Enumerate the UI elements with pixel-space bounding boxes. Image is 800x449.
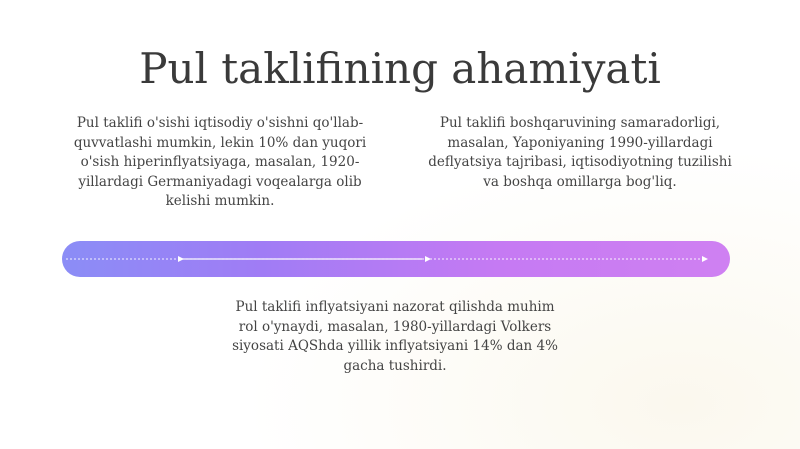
arrow-head-3-icon xyxy=(702,256,708,262)
slide-title: Pul taklifining ahamiyati xyxy=(139,44,661,94)
point-right-text: Pul taklifi boshqaruvining samaradorligi, masalan, Yaponiyaning 1990-yillardagi deflyatsiya tajribasi, iqtisodiyotning tuzilishi va boshqa omillarga bog'liq. xyxy=(428,115,732,190)
timeline-bar xyxy=(62,241,730,277)
arrow-head-1-icon xyxy=(178,256,184,262)
arrow-head-2-icon xyxy=(425,256,431,262)
point-left-text: Pul taklifi o'sishi iqtisodiy o'sishni qo'llab-quvvatlashi mumkin, lekin 10% dan yuqori o'sish hiperinflyatsiyaga, masalan, 1920-yillardagi Germaniyadagi voqealarga olib kelishi mumkin. xyxy=(73,115,367,209)
timeline-arrows xyxy=(62,241,730,277)
point-bottom-text: Pul taklifi inflyatsiyani nazorat qilishda muhim rol o'ynaydi, masalan, 1980-yillardagi Volkers siyosati AQShda yillik inflyatsiyani 14% dan 4% gacha tushirdi. xyxy=(232,299,558,374)
